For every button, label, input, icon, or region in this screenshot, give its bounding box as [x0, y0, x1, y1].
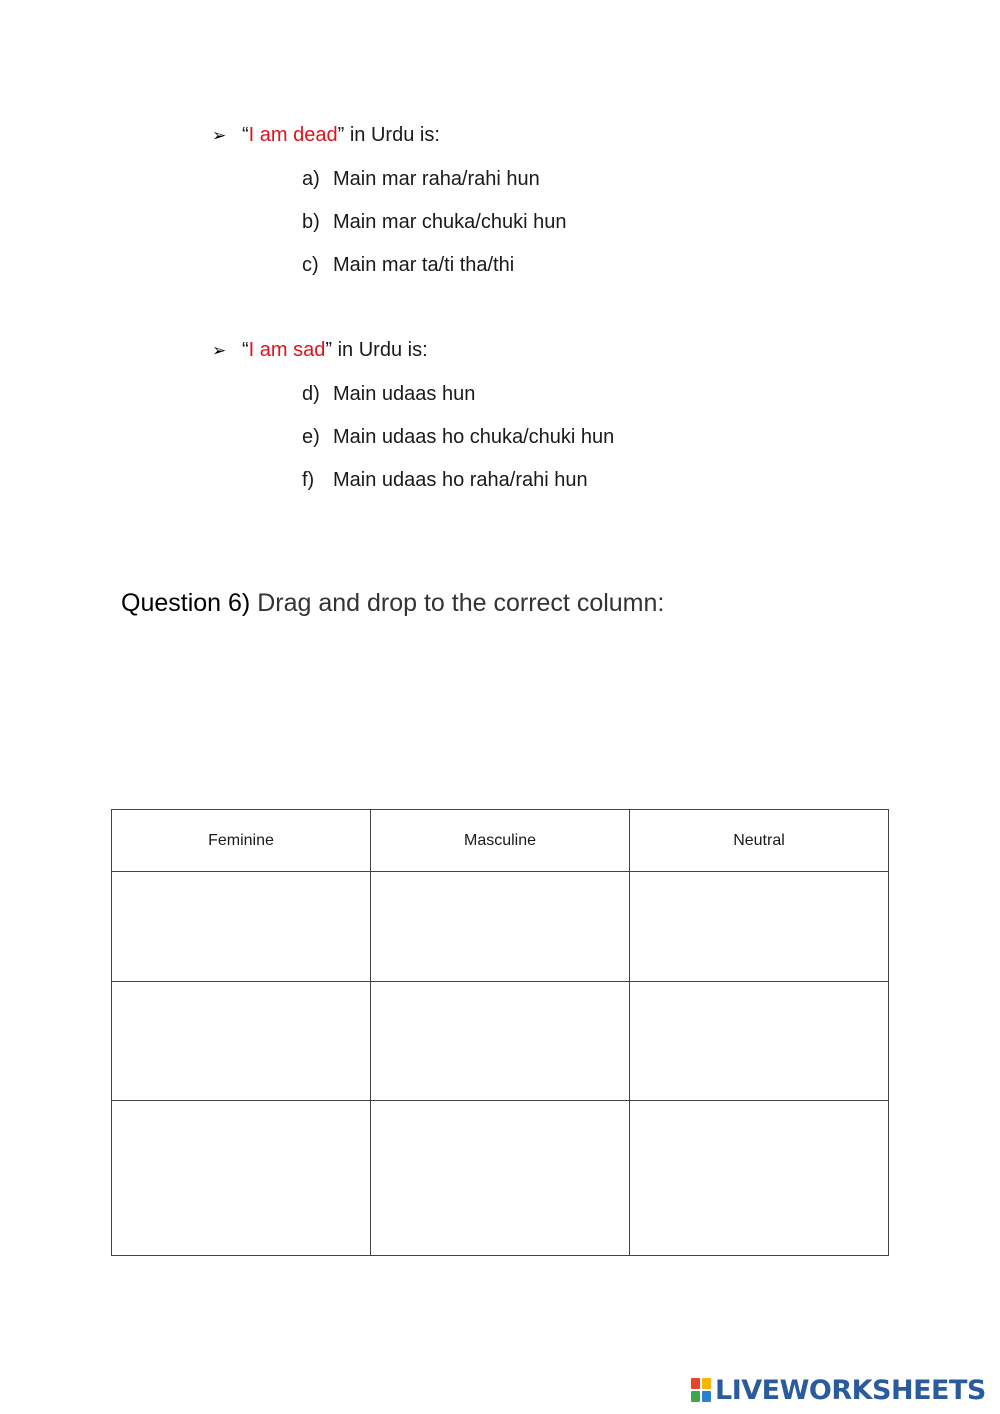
- option-letter: c): [302, 254, 319, 276]
- drop-zone-feminine[interactable]: [112, 872, 371, 982]
- option-letter: d): [302, 383, 320, 405]
- question-suffix: ” in Urdu is:: [325, 339, 428, 361]
- option-letter: e): [302, 426, 320, 448]
- option-letter: b): [302, 211, 320, 233]
- option-text: Main mar ta/ti tha/thi: [333, 254, 515, 276]
- table-row: [112, 872, 889, 982]
- arrow-bullet-icon: ➢: [212, 341, 227, 360]
- option-letter: a): [302, 168, 320, 190]
- answer-option-a[interactable]: [302, 167, 566, 210]
- drop-zone-neutral[interactable]: [630, 1101, 889, 1256]
- answer-option-e[interactable]: [302, 425, 614, 468]
- options-list-sad: [302, 382, 614, 511]
- liveworksheets-logo: [691, 1374, 986, 1406]
- arrow-bullet-icon: ➢: [212, 126, 227, 145]
- column-header-masculine: Masculine: [371, 810, 630, 872]
- answer-option-d[interactable]: [302, 382, 614, 425]
- column-header-feminine: Feminine: [112, 810, 371, 872]
- drop-zone-neutral[interactable]: [630, 982, 889, 1101]
- table-row: [112, 1101, 889, 1256]
- logo-blocks-icon: [691, 1378, 711, 1402]
- open-quote: “: [242, 124, 249, 146]
- drop-zone-masculine[interactable]: [371, 872, 630, 982]
- drag-drop-table: [111, 809, 889, 1256]
- option-text: Main udaas ho chuka/chuki hun: [333, 426, 615, 448]
- drop-zone-neutral[interactable]: [630, 872, 889, 982]
- option-text: Main udaas hun: [333, 383, 476, 405]
- answer-option-f[interactable]: [302, 468, 614, 511]
- open-quote: “: [242, 339, 249, 361]
- question-6-heading: [121, 588, 664, 618]
- drop-zone-feminine[interactable]: [112, 1101, 371, 1256]
- question-instruction: Drag and drop to the correct column:: [257, 589, 665, 617]
- drop-zone-feminine[interactable]: [112, 982, 371, 1101]
- option-text: Main mar chuka/chuki hun: [333, 211, 567, 233]
- option-letter: f): [302, 469, 315, 491]
- phrase-highlight: I am dead: [248, 124, 338, 146]
- question-suffix: ” in Urdu is:: [337, 124, 440, 146]
- answer-option-b[interactable]: [302, 210, 566, 253]
- column-header-neutral: Neutral: [630, 810, 889, 872]
- question-number: Question 6): [121, 589, 251, 617]
- question-prompt-sad: [212, 338, 428, 363]
- answer-option-c[interactable]: [302, 253, 566, 296]
- drop-zone-masculine[interactable]: [371, 982, 630, 1101]
- logo-text: LIVEWORKSHEETS: [715, 1374, 986, 1406]
- phrase-highlight: I am sad: [248, 339, 326, 361]
- option-text: Main mar raha/rahi hun: [333, 168, 540, 190]
- options-list-dead: [302, 167, 566, 296]
- question-prompt-dead: [212, 123, 440, 148]
- option-text: Main udaas ho raha/rahi hun: [333, 469, 588, 491]
- drop-zone-masculine[interactable]: [371, 1101, 630, 1256]
- table-row: [112, 982, 889, 1101]
